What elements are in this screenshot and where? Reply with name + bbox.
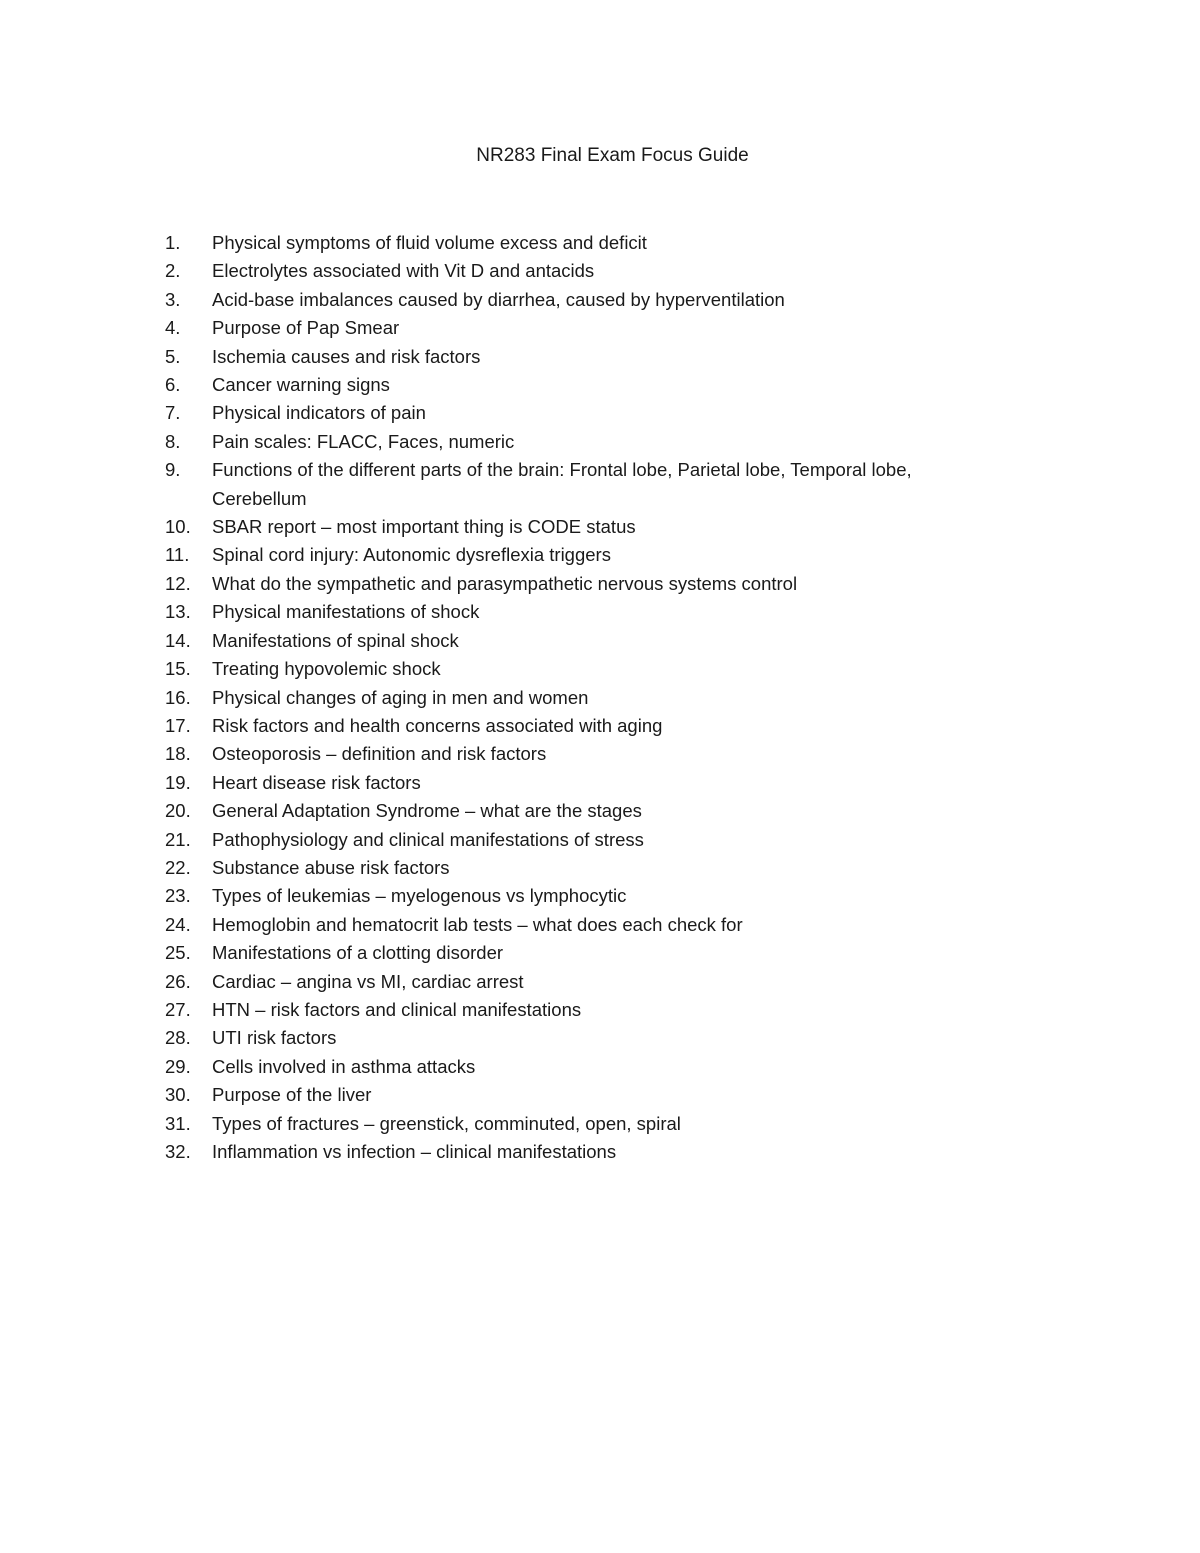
list-item (165, 343, 995, 371)
list-item-text: UTI risk factors (212, 1027, 337, 1049)
page-title: NR283 Final Exam Focus Guide (476, 145, 749, 166)
list-item (165, 399, 995, 427)
list-item (165, 882, 995, 910)
list-item-number: 19. (165, 771, 191, 793)
list-item-number: 24. (165, 913, 191, 935)
list-item-number: 9. (165, 459, 181, 481)
list-item-number: 8. (165, 430, 181, 452)
list-item (165, 1081, 995, 1109)
list-item-number: 21. (165, 828, 191, 850)
list-item (165, 456, 995, 513)
list-item-number: 20. (165, 800, 191, 822)
list-item-text: Substance abuse risk factors (212, 856, 450, 878)
focus-topic-list (165, 229, 995, 1166)
list-item (165, 513, 995, 541)
list-item (165, 712, 995, 740)
list-item (165, 1024, 995, 1052)
list-item-text: Manifestations of spinal shock (212, 629, 459, 651)
list-item (165, 740, 995, 768)
list-item-number: 28. (165, 1027, 191, 1049)
list-item (165, 769, 995, 797)
list-item-text: Purpose of Pap Smear (212, 317, 400, 339)
list-item-text: Types of leukemias – myelogenous vs lymphocytic (212, 885, 627, 907)
list-item-number: 3. (165, 288, 181, 310)
list-item-text: Pathophysiology and clinical manifestations of stress (212, 828, 644, 850)
list-item-number: 29. (165, 1055, 191, 1077)
list-item (165, 1053, 995, 1081)
list-item-text: Manifestations of a clotting disorder (212, 942, 504, 964)
list-item (165, 428, 995, 456)
list-item-text: Physical indicators of pain (212, 402, 426, 424)
list-item (165, 939, 995, 967)
list-item-number: 25. (165, 942, 191, 964)
list-item (165, 286, 995, 314)
list-item-text: Heart disease risk factors (212, 771, 421, 793)
list-item-text: Physical symptoms of fluid volume excess and deficit (212, 232, 647, 253)
list-item-number: 5. (165, 345, 181, 367)
list-item-number: 4. (165, 317, 181, 339)
list-item (165, 541, 995, 569)
list-item-text: Types of fractures – greenstick, comminuted, open, spiral (212, 1112, 681, 1134)
list-item-text: Hemoglobin and hematocrit lab tests – what does each check for (212, 913, 743, 935)
list-item-number: 11. (165, 544, 190, 566)
list-item (165, 314, 995, 342)
list-item-number: 2. (165, 260, 181, 282)
list-item-text: HTN – risk factors and clinical manifestations (212, 998, 582, 1020)
list-item-number: 7. (165, 402, 181, 424)
list-item (165, 854, 995, 882)
list-item-text: Purpose of the liver (212, 1084, 372, 1106)
list-item-number: 31. (165, 1112, 191, 1134)
list-item-text: Cells involved in asthma attacks (212, 1055, 476, 1077)
list-item (165, 996, 995, 1024)
list-item-text: Physical changes of aging in men and women (212, 686, 589, 708)
list-item (165, 627, 995, 655)
list-item-number: 12. (165, 572, 191, 594)
list-item-number: 18. (165, 743, 191, 765)
list-item-text: SBAR report – most important thing is CODE status (212, 516, 636, 538)
list-item (165, 598, 995, 626)
list-item-text: Osteoporosis – definition and risk factors (212, 743, 547, 765)
list-item-text: Cancer warning signs (212, 374, 390, 396)
list-item-number: 23. (165, 885, 191, 907)
list-item (165, 257, 995, 285)
list-item-number: 17. (165, 714, 191, 736)
list-item-number: 10. (165, 516, 191, 538)
list-item-number: 15. (165, 658, 191, 680)
list-item (165, 826, 995, 854)
list-item (165, 371, 995, 399)
list-item-text: General Adaptation Syndrome – what are the stages (212, 800, 642, 822)
list-item-number: 14. (165, 629, 191, 651)
list-item-text: Acid-base imbalances caused by diarrhea, caused by hyperventilation (212, 288, 785, 310)
list-item-text: Treating hypovolemic shock (212, 658, 441, 680)
list-item (165, 570, 995, 598)
list-item-number: 32. (165, 1141, 191, 1162)
list-item-text: Inflammation vs infection – clinical manifestations (212, 1141, 617, 1162)
list-item-text: Functions of the different parts of the brain: Frontal lobe, Parietal lobe, Temporal lobe, Cerebellum (212, 459, 912, 509)
list-item-number: 13. (165, 601, 191, 623)
list-item (165, 1138, 995, 1166)
list-item (165, 684, 995, 712)
list-item (165, 229, 995, 257)
list-item-number: 1. (165, 232, 181, 253)
list-item-text: Spinal cord injury: Autonomic dysreflexia triggers (212, 544, 611, 566)
list-item-text: Pain scales: FLACC, Faces, numeric (212, 430, 515, 452)
list-item (165, 911, 995, 939)
list-item-text: Risk factors and health concerns associated with aging (212, 714, 663, 736)
list-item (165, 655, 995, 683)
list-item-text: Physical manifestations of shock (212, 601, 480, 623)
list-item-text: Ischemia causes and risk factors (212, 345, 481, 367)
list-item (165, 797, 995, 825)
list-item-number: 22. (165, 856, 191, 878)
list-item (165, 1110, 995, 1138)
list-item-number: 26. (165, 970, 191, 992)
list-item-number: 6. (165, 374, 181, 396)
list-item (165, 968, 995, 996)
list-item-text: What do the sympathetic and parasympathetic nervous systems control (212, 572, 798, 594)
list-item-number: 30. (165, 1084, 191, 1106)
list-item-number: 27. (165, 998, 191, 1020)
list-item-text: Electrolytes associated with Vit D and antacids (212, 260, 595, 282)
list-item-text: Cardiac – angina vs MI, cardiac arrest (212, 970, 524, 992)
list-item-number: 16. (165, 686, 191, 708)
